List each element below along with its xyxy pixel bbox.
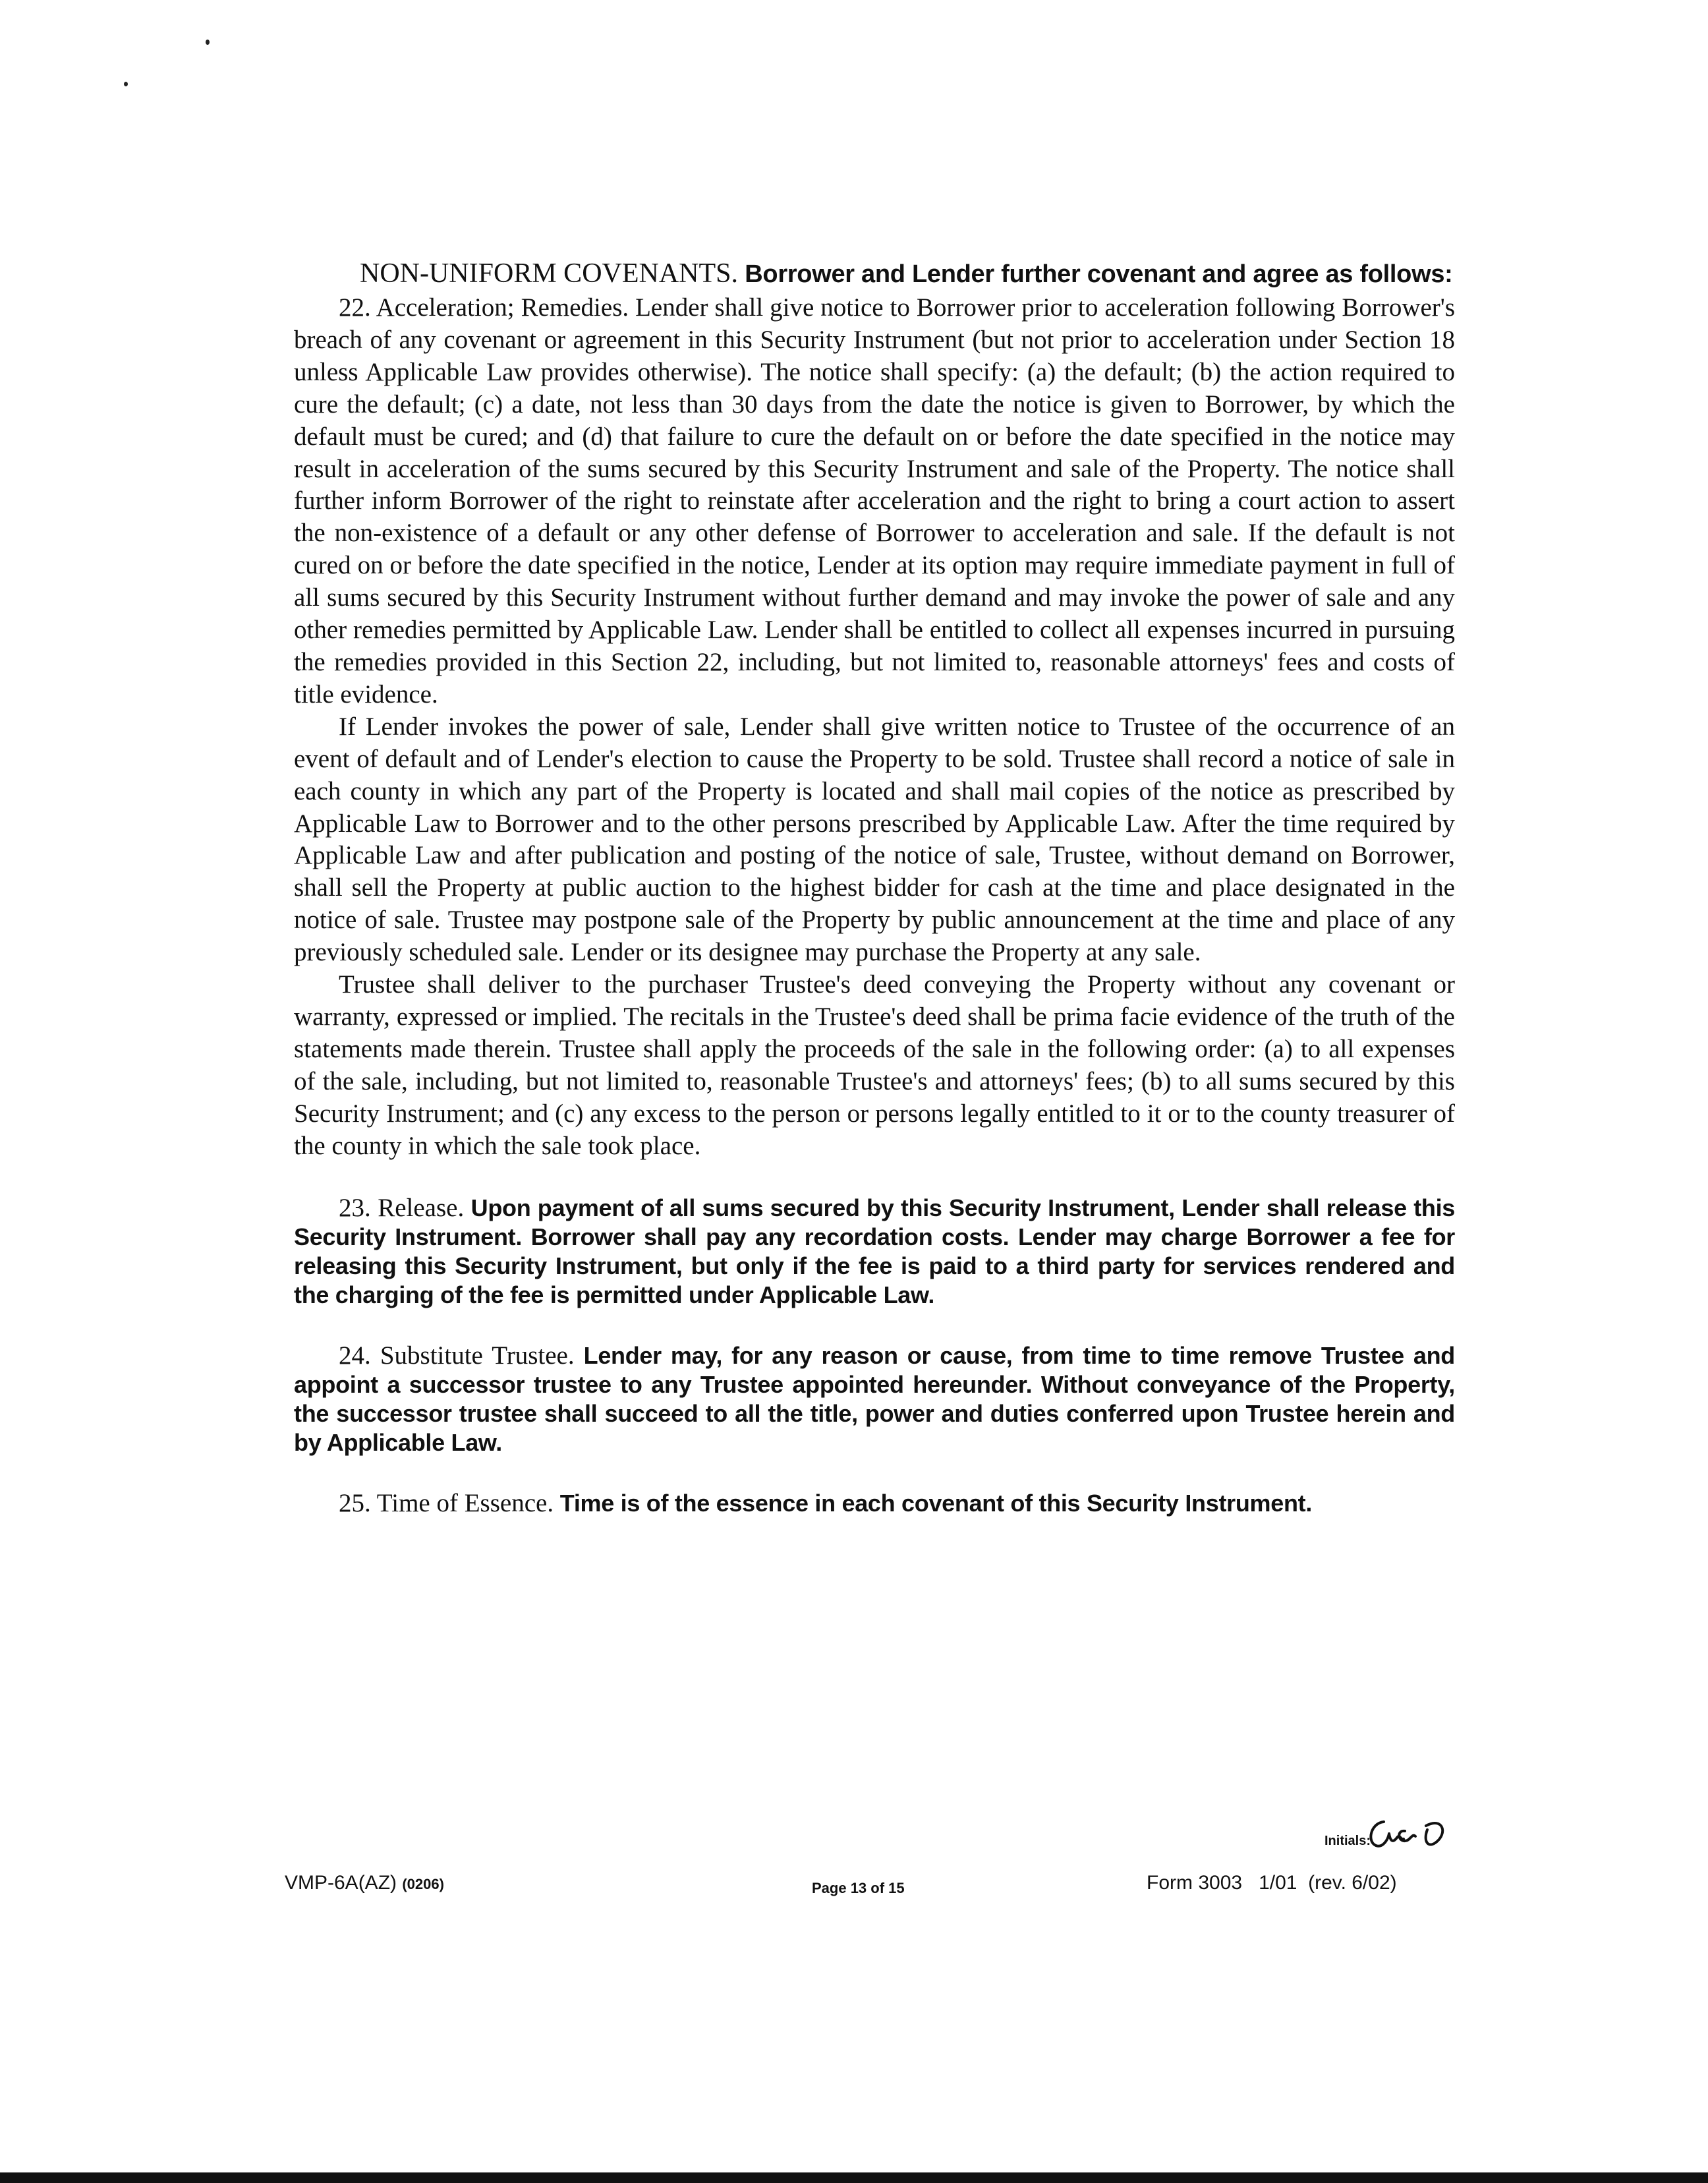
page-number: Page 13 of 15: [812, 1880, 905, 1896]
time-of-essence-lead: 25. Time of Essence.: [339, 1489, 554, 1518]
substitute-trustee-lead: 24. Substitute Trustee.: [339, 1341, 575, 1370]
paragraph-time-of-essence: [294, 1489, 1455, 1518]
initials-signature: [1364, 1814, 1450, 1853]
paragraph-release: [294, 1194, 1455, 1310]
heading-text: Borrower and Lender further covenant and agree as follows:: [738, 260, 1453, 288]
substitute-trustee-text: Lender may, for any reason or cause, from time to time remove Trustee and appoint a successor trustee to any Trustee appointed hereunder. Without conveyance of the Property, the successor trustee shall succeed to all the title, power and duties conferred upon Trustee herein and by Applicable Law.: [294, 1342, 1456, 1457]
initials-label: Initials:: [1324, 1834, 1371, 1848]
form-code-suffix: (0206): [402, 1876, 444, 1892]
paragraph-substitute-trustee: [294, 1341, 1455, 1457]
form-number: Form 3003 1/01 (rev. 6/02): [1147, 1872, 1397, 1894]
paragraph-acceleration: 22. Acceleration; Remedies. Lender shall give notice to Borrower prior to acceleration following Borrower's breach of any covenant or agreement in this Security Instrument (but not prior to acceleration under Section 18 unless Applicable Law provides otherwise). The notice shall specify: (a) the default; (b) the action required to cure the default; (c) a date, not less than 30 days from the date the notice is given to Borrower, by which the default must be cured; and (d) that failure to cure the default on or before the date specified in the notice may result in acceleration of the sums secured by this Security Instrument and sale of the Property. The notice shall further inform Borrower of the right to reinstate after acceleration and the right to bring a court action to assert the non-existence of a default or any other defense of Borrower to acceleration and sale. If the default is not cured on or before the date specified in the notice, Lender at its option may require immediate payment in full of all sums secured by this Security Instrument without further demand and may invoke the power of sale and any other remedies permitted by Applicable Law. Lender shall be entitled to collect all expenses incurred in pursuing the remedies provided in this Section 22, including, but not limited to, reasonable attorneys' fees and costs of title evidence.: [294, 293, 1455, 709]
release-lead: 23. Release.: [339, 1194, 465, 1223]
scan-bottom-edge: [0, 2172, 1708, 2183]
scan-speck: [124, 82, 128, 86]
scan-speck: [206, 40, 210, 45]
paragraph-power-of-sale: If Lender invokes the power of sale, Lender shall give written notice to Trustee of the occurrence of an event of default and of Lender's election to cause the Property to be sold. Trustee shall record a notice of sale in each county in which any part of the Property is located and shall mail copies of the notice as prescribed by Applicable Law to Borrower and to the other persons prescribed by Applicable Law. After the time required by Applicable Law and after publication and posting of the notice of sale, Trustee, without demand on Borrower, shall sell the Property at public auction to the highest bidder for cash at the time and place designated in the notice of sale. Trustee may postpone sale of the Property by public announcement at the time and place of any previously scheduled sale. Lender or its designee may purchase the Property at any sale.: [294, 712, 1455, 967]
document-body: [294, 258, 1455, 1518]
section-heading: [294, 258, 1455, 289]
time-of-essence-text: Time is of the essence in each covenant of this Security Instrument.: [554, 1490, 1313, 1517]
form-code: [285, 1872, 444, 1894]
heading-lead: NON-UNIFORM COVENANTS.: [360, 258, 739, 289]
paragraph-trustee-deed: Trustee shall deliver to the purchaser Trustee's deed conveying the Property without any covenant or warranty, expressed or implied. The recitals in the Trustee's deed shall be prima facie evidence of the truth of the statements made therein. Trustee shall apply the proceeds of the sale in the following order: (a) to all expenses of the sale, including, but not limited to, reasonable Trustee's and attorneys' fees; (b) to all sums secured by this Security Instrument; and (c) any excess to the person or persons legally entitled to it or to the county treasurer of the county in which the sale took place.: [294, 970, 1455, 1160]
release-text: Upon payment of all sums secured by this Security Instrument, Lender shall release this Security Instrument. Borrower shall pay any recordation costs. Lender may charge Borrower a fee for releasing this Security Instrument, but only if the fee is paid to a third party for services rendered and the charging of the fee is permitted under Applicable Law.: [294, 1194, 1455, 1309]
form-code-main: VMP-6A(AZ): [285, 1872, 397, 1894]
